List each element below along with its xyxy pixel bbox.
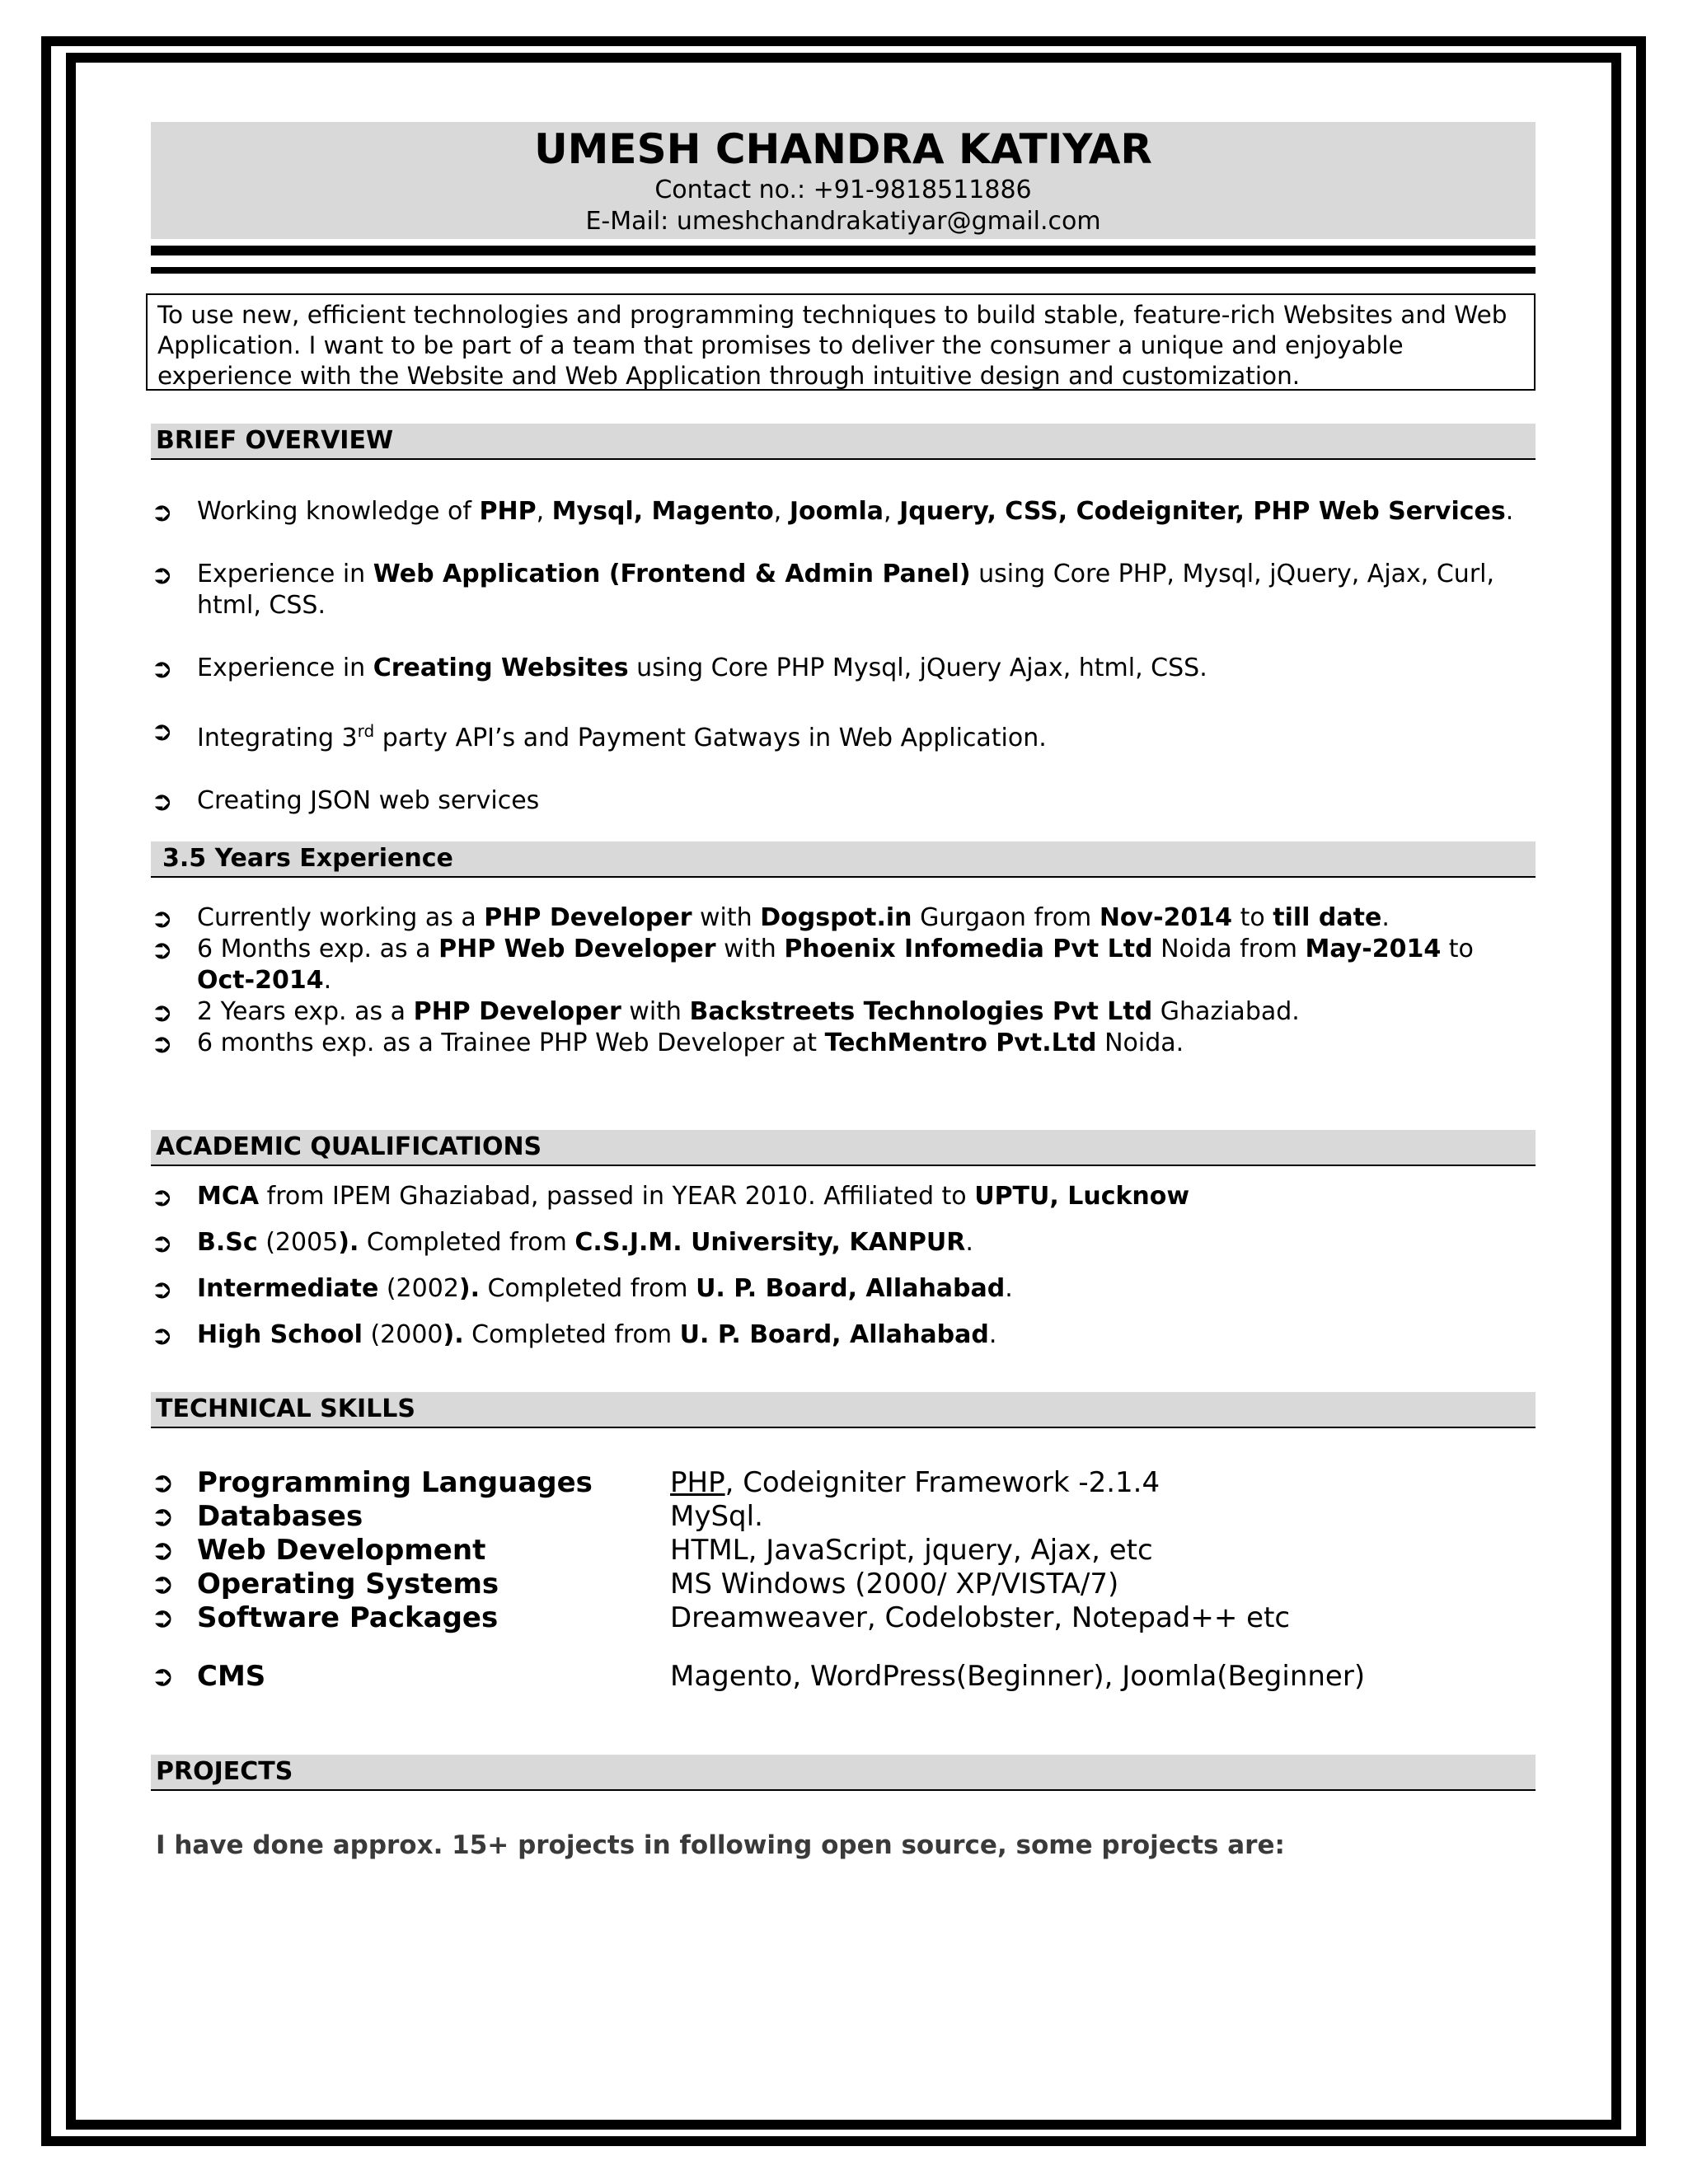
text-segment: May-2014 bbox=[1305, 935, 1442, 963]
text-segment: TechMentro Pvt.Ltd bbox=[824, 1029, 1097, 1057]
text-segment: Phoenix Infomedia Pvt Ltd bbox=[784, 935, 1153, 963]
skill-category: Operating Systems bbox=[197, 1568, 499, 1601]
text-segment: Completed from bbox=[480, 1274, 696, 1303]
email-address: E-Mail: umeshchandrakatiyar@gmail.com bbox=[585, 207, 1101, 236]
list-item bbox=[151, 934, 1536, 996]
text-segment: from IPEM Ghaziabad, passed in YEAR 2010. Affiliated to bbox=[259, 1182, 975, 1211]
text-segment: Integrating 3 bbox=[197, 724, 358, 752]
text-segment: with bbox=[715, 935, 785, 963]
text-segment: till date bbox=[1273, 903, 1382, 932]
skill-value bbox=[670, 1466, 1160, 1500]
text-segment: Creating JSON web services bbox=[197, 786, 540, 815]
arrow-right-icon: ➲ bbox=[151, 1319, 173, 1351]
text-segment: ). bbox=[338, 1228, 359, 1257]
text-segment: . bbox=[965, 1228, 973, 1257]
text-segment: Jquery, CSS, Codeigniter, PHP Web Services bbox=[899, 497, 1506, 526]
academic-list bbox=[151, 1181, 1536, 1351]
list-item bbox=[151, 653, 1536, 684]
arrow-right-icon: ➲ bbox=[151, 1227, 173, 1258]
text-segment: U. P. Board, Allahabad bbox=[679, 1320, 989, 1349]
skill-value bbox=[670, 1660, 1365, 1694]
arrow-right-icon: ➲ bbox=[151, 1273, 173, 1305]
resume-header bbox=[151, 122, 1536, 239]
skill-row bbox=[151, 1500, 1536, 1534]
list-item bbox=[151, 715, 1536, 754]
arrow-right-icon: ➲ bbox=[151, 1028, 173, 1059]
section-projects: PROJECTS bbox=[151, 1755, 1536, 1791]
text-segment: Completed from bbox=[359, 1228, 575, 1257]
text-segment: Creating Websites bbox=[373, 654, 629, 682]
skill-row bbox=[151, 1660, 1536, 1694]
contact-number: Contact no.: +91-9818511886 bbox=[654, 176, 1032, 204]
text-segment: Nov-2014 bbox=[1099, 903, 1233, 932]
text-segment: U. P. Board, Allahabad bbox=[696, 1274, 1006, 1303]
skill-category: Databases bbox=[197, 1500, 363, 1533]
header-rule-thick bbox=[151, 246, 1536, 255]
text-segment: B.Sc bbox=[197, 1228, 258, 1257]
text-segment: to bbox=[1441, 935, 1474, 963]
text-segment: PHP bbox=[479, 497, 537, 526]
list-item bbox=[151, 996, 1536, 1028]
text-segment: with bbox=[621, 997, 690, 1026]
text-segment: 6 months exp. as a Trainee PHP Web Developer at bbox=[197, 1029, 825, 1057]
skill-value-text: Dreamweaver, Codelobster, Notepad++ etc bbox=[670, 1601, 1291, 1634]
skill-value-text: MS Windows (2000/ XP/VISTA/7) bbox=[670, 1568, 1119, 1601]
text-segment: (2005 bbox=[257, 1228, 339, 1257]
text-segment: . bbox=[1005, 1274, 1013, 1303]
skill-value-underlined: PHP bbox=[670, 1466, 725, 1499]
arrow-right-icon: ➲ bbox=[151, 1500, 175, 1533]
section-brief-overview: BRIEF OVERVIEW bbox=[151, 424, 1536, 460]
arrow-right-icon: ➲ bbox=[151, 785, 173, 817]
text-segment: . bbox=[988, 1320, 997, 1349]
text-segment: C.S.J.M. University, KANPUR bbox=[574, 1228, 966, 1257]
text-segment: . bbox=[323, 966, 332, 995]
skill-category: Software Packages bbox=[197, 1601, 499, 1634]
resume-content bbox=[151, 122, 1536, 1860]
text-segment: MCA bbox=[197, 1182, 260, 1211]
text-segment: rd bbox=[357, 721, 375, 741]
skill-row bbox=[151, 1601, 1536, 1635]
skill-value-text: , Codeigniter Framework -2.1.4 bbox=[724, 1466, 1160, 1499]
text-segment: UPTU, Lucknow bbox=[974, 1182, 1190, 1211]
text-segment: PHP Web Developer bbox=[438, 935, 716, 963]
arrow-right-icon: ➲ bbox=[151, 1568, 175, 1601]
text-segment: , bbox=[536, 497, 552, 526]
text-segment: using Core PHP Mysql, jQuery Ajax, html, CSS. bbox=[628, 654, 1207, 682]
text-segment: Ghaziabad. bbox=[1152, 997, 1300, 1026]
text-segment: ). bbox=[458, 1274, 481, 1303]
text-segment: Noida. bbox=[1096, 1029, 1184, 1057]
text-segment: High School bbox=[197, 1320, 363, 1349]
text-segment: Noida from bbox=[1152, 935, 1306, 963]
arrow-right-icon: ➲ bbox=[151, 1601, 175, 1634]
text-segment: PHP Developer bbox=[484, 903, 692, 932]
text-segment: Web Application (Frontend & Admin Panel) bbox=[373, 560, 971, 588]
text-segment: , bbox=[884, 497, 900, 526]
text-segment: using Core PHP, Mysql, jQuery, Ajax, Curl, html, CSS. bbox=[197, 560, 1495, 620]
header-rule-thin bbox=[151, 267, 1536, 274]
list-item bbox=[151, 902, 1536, 934]
text-segment: Dogspot.in bbox=[760, 903, 912, 932]
arrow-right-icon: ➲ bbox=[151, 653, 173, 684]
arrow-right-icon: ➲ bbox=[151, 1466, 175, 1499]
arrow-right-icon: ➲ bbox=[151, 902, 173, 934]
skill-row bbox=[151, 1466, 1536, 1500]
skill-value bbox=[670, 1601, 1290, 1635]
text-segment: Intermediate bbox=[197, 1274, 379, 1303]
arrow-right-icon: ➲ bbox=[151, 1660, 175, 1693]
text-segment: Gurgaon from bbox=[912, 903, 1100, 932]
text-segment: Completed from bbox=[463, 1320, 680, 1349]
list-item bbox=[151, 1028, 1536, 1059]
arrow-right-icon: ➲ bbox=[151, 559, 173, 590]
list-item bbox=[151, 559, 1536, 621]
text-segment: (2000 bbox=[362, 1320, 443, 1349]
skill-value bbox=[670, 1568, 1118, 1601]
text-segment: Currently working as a bbox=[197, 903, 485, 932]
skill-category: Web Development bbox=[197, 1534, 486, 1567]
text-segment: . bbox=[1381, 903, 1390, 932]
arrow-right-icon: ➲ bbox=[151, 715, 173, 747]
list-item bbox=[151, 1273, 1536, 1305]
skill-category: Programming Languages bbox=[197, 1466, 593, 1499]
skill-value bbox=[670, 1534, 1153, 1568]
text-segment: party API’s and Payment Gatways in Web Application. bbox=[374, 724, 1047, 752]
text-segment: Working knowledge of bbox=[197, 497, 480, 526]
list-item bbox=[151, 785, 1536, 817]
section-academic: ACADEMIC QUALIFICATIONS bbox=[151, 1130, 1536, 1166]
text-segment: with bbox=[692, 903, 761, 932]
section-experience: 3.5 Years Experience bbox=[151, 841, 1536, 878]
skill-row bbox=[151, 1534, 1536, 1568]
text-segment: (2002 bbox=[378, 1274, 459, 1303]
career-objective: To use new, efficient technologies and programming techniques to build stable, feature-rich Websites and Web Application. I want to be part of a team that promises to deliver the consumer a unique and enjoyable experience with the Website and Web Application through intuitive design and customization. bbox=[146, 293, 1536, 391]
text-segment: Mysql, Magento bbox=[551, 497, 774, 526]
skill-value bbox=[670, 1500, 763, 1534]
list-item bbox=[151, 1181, 1536, 1212]
experience-list bbox=[151, 902, 1536, 1059]
text-segment: Experience in bbox=[197, 560, 373, 588]
skill-category: CMS bbox=[197, 1660, 266, 1693]
arrow-right-icon: ➲ bbox=[151, 1534, 175, 1567]
arrow-right-icon: ➲ bbox=[151, 996, 173, 1028]
section-technical-skills: TECHNICAL SKILLS bbox=[151, 1392, 1536, 1428]
text-segment: Oct-2014 bbox=[197, 966, 324, 995]
projects-intro: I have done approx. 15+ projects in following open source, some projects are: bbox=[156, 1830, 1285, 1860]
text-segment: ). bbox=[443, 1320, 464, 1349]
text-segment: Backstreets Technologies Pvt Ltd bbox=[689, 997, 1153, 1026]
text-segment: . bbox=[1505, 497, 1514, 526]
arrow-right-icon: ➲ bbox=[151, 934, 173, 965]
skill-value-text: MySql. bbox=[670, 1500, 763, 1533]
list-item bbox=[151, 1227, 1536, 1258]
arrow-right-icon: ➲ bbox=[151, 1181, 173, 1212]
overview-list bbox=[151, 496, 1536, 817]
text-segment: PHP Developer bbox=[413, 997, 621, 1026]
list-item bbox=[151, 496, 1536, 527]
skill-value-text: Magento, WordPress(Beginner), Joomla(Beginner) bbox=[670, 1660, 1366, 1693]
text-segment: 2 Years exp. as a bbox=[197, 997, 414, 1026]
skill-value-text: HTML, JavaScript, jquery, Ajax, etc bbox=[670, 1534, 1153, 1567]
list-item bbox=[151, 1319, 1536, 1351]
text-segment: , bbox=[773, 497, 790, 526]
text-segment: Joomla bbox=[789, 497, 884, 526]
text-segment: to bbox=[1232, 903, 1273, 932]
arrow-right-icon: ➲ bbox=[151, 496, 173, 527]
candidate-name: UMESH CHANDRA KATIYAR bbox=[534, 125, 1152, 173]
skills-table bbox=[151, 1466, 1536, 1694]
text-segment: Experience in bbox=[197, 654, 373, 682]
text-segment: 6 Months exp. as a bbox=[197, 935, 439, 963]
skill-row bbox=[151, 1568, 1536, 1601]
